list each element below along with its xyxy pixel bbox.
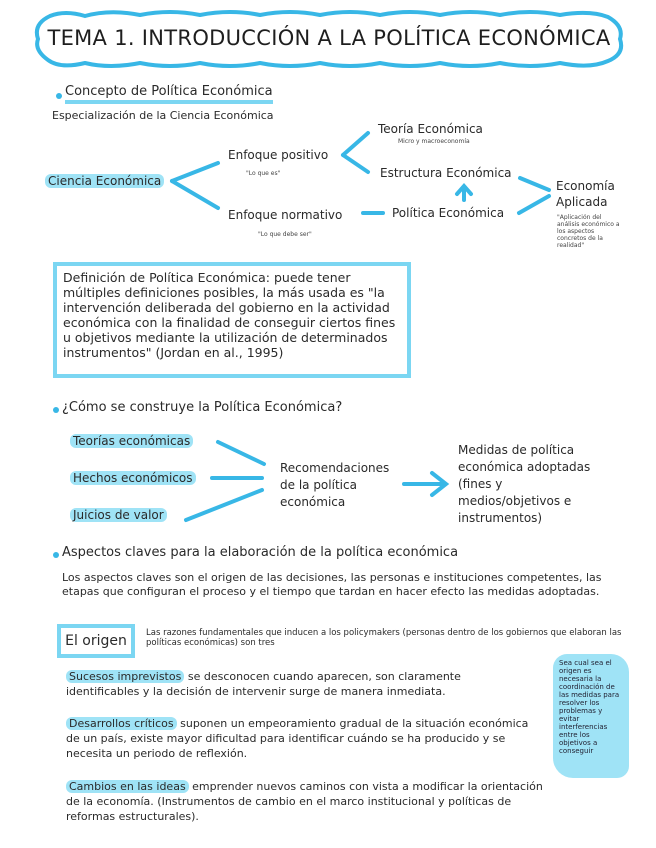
item-sucesos-imprevistos: Sucesos imprevistos se desconocen cuando aparecen, son claramente identificables y la decisión de intervenir surge de manera inmediata.	[66, 670, 461, 698]
origen-box: El origen	[57, 624, 135, 658]
teoria-economica-label: Teoría Económica	[378, 122, 483, 136]
page-title: TEMA 1. INTRODUCCIÓN A LA POLÍTICA ECONÓMICA	[47, 26, 611, 50]
construction-heading: ¿Cómo se construye la Política Económica?	[62, 400, 343, 415]
term-sucesos-imprevistos: Sucesos imprevistos	[66, 670, 184, 683]
term-cambios-en-las-ideas: Cambios en las ideas	[66, 780, 189, 793]
bullet-icon	[53, 407, 59, 413]
estructura-economica-label: Estructura Económica	[380, 166, 512, 180]
recommendations-label: Recomendaciones de la política económica	[280, 461, 390, 509]
politica-economica-label: Política Económica	[392, 206, 505, 220]
term-desarrollos-criticos: Desarrollos críticos	[66, 717, 177, 730]
item-desarrollos-criticos: Desarrollos críticos suponen un empeoramiento gradual de la situación económica de un país, existe mayor dificultad para identificar cuándo se ha producido y se necesita un periodo de reflexión.	[66, 717, 529, 760]
bullet-icon	[53, 552, 59, 558]
enfoque-positivo-note: "Lo que es"	[246, 170, 281, 177]
economia-aplicada-note: "Aplicación del análisis económico a los aspectos concretos de la realidad"	[557, 214, 620, 249]
aspects-heading: Aspectos claves para la elaboración de la política económica	[62, 545, 459, 560]
teoria-economica-note: Micro y macroeconomía	[398, 138, 470, 145]
input-teorias-economicas: Teorías económicas	[70, 434, 193, 448]
enfoque-normativo-label: Enfoque normativo	[228, 208, 343, 222]
side-note: Sea cual sea el origen es necesaria la coordinación de las medidas para resolver los problemas y evitar interferencias entre los objetivos a conseguir	[553, 654, 629, 778]
economia-aplicada-label: Economía Aplicada	[556, 179, 615, 209]
ciencia-economica-label: Ciencia Económica	[45, 174, 164, 188]
concept-subtitle: Especialización de la Ciencia Económica	[52, 109, 274, 122]
input-hechos-economicos: Hechos económicos	[70, 471, 196, 485]
measures-label: Medidas de política económica adoptadas (fines y medios/objetivos e instrumentos)	[458, 443, 591, 525]
item-cambios-en-las-ideas: Cambios en las ideas emprender nuevos caminos con vista a modificar la orientación de la economía. (Instrumentos de cambio en el marco institucional y políticas de reformas estructurales).	[66, 780, 543, 823]
input-juicios-de-valor: Juicios de valor	[70, 508, 167, 522]
definition-box: Definición de Política Económica: puede tener múltiples definiciones posibles, la más usada es "la intervención deliberada del gobierno en la actividad económica con la finalidad de conseguir ciertos fines u objetivos mediante la utilización de determinados instrumentos" (Jordan en al., 1995)	[53, 262, 411, 378]
enfoque-normativo-note: "Lo que debe ser"	[258, 231, 312, 238]
concept-heading: Concepto de Política Económica	[65, 84, 273, 99]
aspects-intro: Los aspectos claves son el origen de las decisiones, las personas e instituciones competentes, las etapas que configuran el proceso y el tiempo que tardan en hacer efecto las medidas adoptadas.	[62, 571, 602, 598]
origen-description: Las razones fundamentales que inducen a los policymakers (personas dentro de los gobiernos que elaboran las políticas económicas) son tres	[146, 628, 622, 648]
enfoque-positivo-label: Enfoque positivo	[228, 148, 329, 162]
